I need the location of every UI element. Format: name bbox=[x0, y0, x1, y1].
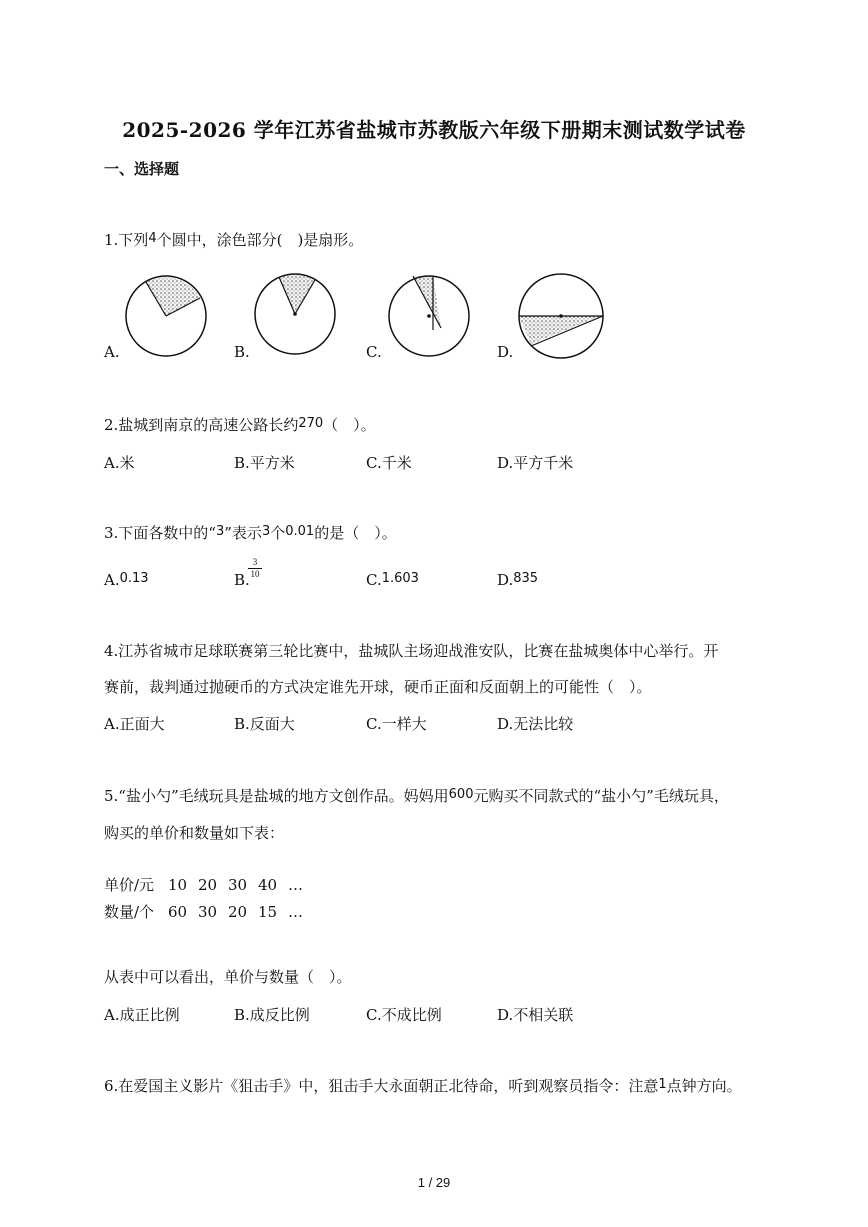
q4-option-c: C.一样大 bbox=[366, 715, 427, 733]
question-4-line-2: 赛前，裁判通过抛硬币的方式决定谁先开球，硬币正面和反面朝上的可能性（ ）。 bbox=[104, 678, 652, 696]
option-d-label: D. bbox=[497, 343, 514, 361]
q3-option-a-value: 0.13 bbox=[119, 571, 149, 586]
table-cell: 30 bbox=[228, 876, 248, 894]
question-1-text-b: 个圆中，涂色部分( )是扇形。 bbox=[156, 231, 364, 249]
question-5-line-2: 购买的单价和数量如下表： bbox=[104, 824, 285, 842]
question-4-line-1: 4.江苏省城市足球联赛第三轮比赛中，盐城队主场迎战淮安队，比赛在盐城奥体中心举行。开 bbox=[104, 642, 719, 660]
q5-option-d: D.不相关联 bbox=[497, 1006, 574, 1024]
question-1-text-a: 1.下列 bbox=[104, 231, 149, 249]
table-cell: 40 bbox=[258, 876, 278, 894]
q5-option-a: A.成正比例 bbox=[104, 1006, 180, 1024]
table-row-quantity bbox=[104, 901, 308, 922]
question-2-text-a: 2.盐城到南京的高速公路长约 bbox=[104, 416, 299, 434]
question-3-text-a: 3.下面各数中的“ bbox=[104, 524, 216, 542]
question-1 bbox=[104, 225, 363, 257]
question-6-number: 1 bbox=[658, 1077, 667, 1092]
page-title: 2025-2026 学年江苏省盐城市苏教版六年级下册期末测试数学试卷 bbox=[122, 118, 746, 142]
table-row-price bbox=[104, 874, 308, 895]
q4-option-d: D.无法比较 bbox=[497, 715, 574, 733]
question-5-text-b: 元购买不同款式的“盐小勺”毛绒玩具， bbox=[473, 787, 729, 805]
question-6-text-a: 6.在爱国主义影片《狙击手》中，狙击手大永面朝正北待命，听到观察员指令：注意 bbox=[104, 1077, 659, 1095]
question-2-number: 270 bbox=[298, 416, 324, 431]
question-6-text-b: 点钟方向。 bbox=[666, 1077, 742, 1095]
figure-d-circle bbox=[513, 272, 609, 362]
q4-option-a: A.正面大 bbox=[104, 715, 165, 733]
question-3-text-d: 的是（ ）。 bbox=[314, 524, 397, 542]
table-cell: 10 bbox=[168, 876, 188, 894]
question-3-text-b: ”表示 bbox=[224, 524, 262, 542]
option-b-label: B. bbox=[234, 343, 250, 361]
q3-option-d bbox=[497, 571, 538, 589]
question-5-text-a: 5.“盐小勺”毛绒玩具是盐城的地方文创作品。妈妈用 bbox=[104, 787, 449, 805]
q3-option-d-value: 835 bbox=[513, 571, 539, 586]
table-cell: 数量/个 bbox=[104, 903, 155, 921]
question-2 bbox=[104, 410, 376, 442]
fraction-numerator: 3 bbox=[248, 557, 262, 569]
table-cell: … bbox=[288, 876, 303, 894]
question-5-number: 600 bbox=[448, 787, 474, 802]
table-cell: 20 bbox=[198, 876, 218, 894]
fraction-denominator: 10 bbox=[250, 569, 260, 579]
q2-option-a: A.米 bbox=[104, 454, 135, 472]
figure-a-circle bbox=[120, 272, 212, 362]
figure-b-circle bbox=[251, 272, 343, 362]
page-number: 1 / 29 bbox=[417, 1175, 451, 1190]
q2-option-b: B.平方米 bbox=[234, 454, 295, 472]
q3-option-c-value: 1.603 bbox=[381, 571, 419, 586]
question-3-text-c: 个 bbox=[270, 524, 286, 542]
question-3-num3: 0.01 bbox=[285, 524, 315, 539]
q3-option-a bbox=[104, 571, 149, 589]
option-c-label: C. bbox=[366, 343, 382, 361]
question-6 bbox=[104, 1071, 742, 1103]
table-cell: … bbox=[288, 903, 303, 921]
q5-option-c: C.不成比例 bbox=[366, 1006, 442, 1024]
q3-option-c-label: C. bbox=[366, 571, 382, 589]
question-2-text-b: （ ）。 bbox=[323, 416, 376, 434]
q5-option-b: B.成反比例 bbox=[234, 1006, 310, 1024]
q3-option-d-label: D. bbox=[497, 571, 514, 589]
question-3 bbox=[104, 518, 397, 550]
table-cell: 30 bbox=[198, 903, 218, 921]
q3-option-b-label: B. bbox=[234, 571, 250, 589]
question-5-question: 从表中可以看出，单价与数量（ ）。 bbox=[104, 968, 352, 986]
table-cell: 15 bbox=[258, 903, 278, 921]
option-a-label: A. bbox=[104, 343, 120, 361]
table-cell: 60 bbox=[168, 903, 188, 921]
q2-option-d: D.平方千米 bbox=[497, 454, 574, 472]
question-3-num2: 3 bbox=[261, 524, 271, 539]
question-5-line-1 bbox=[104, 781, 729, 813]
question-3-num1: 3 bbox=[215, 524, 225, 539]
figure-c-circle bbox=[383, 270, 475, 362]
section-heading: 一、选择题 bbox=[104, 160, 180, 178]
q3-option-a-label: A. bbox=[104, 571, 120, 589]
q3-option-b-fraction bbox=[248, 557, 262, 580]
q4-option-b: B.反面大 bbox=[234, 715, 295, 733]
table-cell: 20 bbox=[228, 903, 248, 921]
q3-option-c bbox=[366, 571, 419, 589]
table-cell: 单价/元 bbox=[104, 876, 155, 894]
question-1-number: 4 bbox=[148, 231, 157, 246]
q2-option-c: C.千米 bbox=[366, 454, 412, 472]
